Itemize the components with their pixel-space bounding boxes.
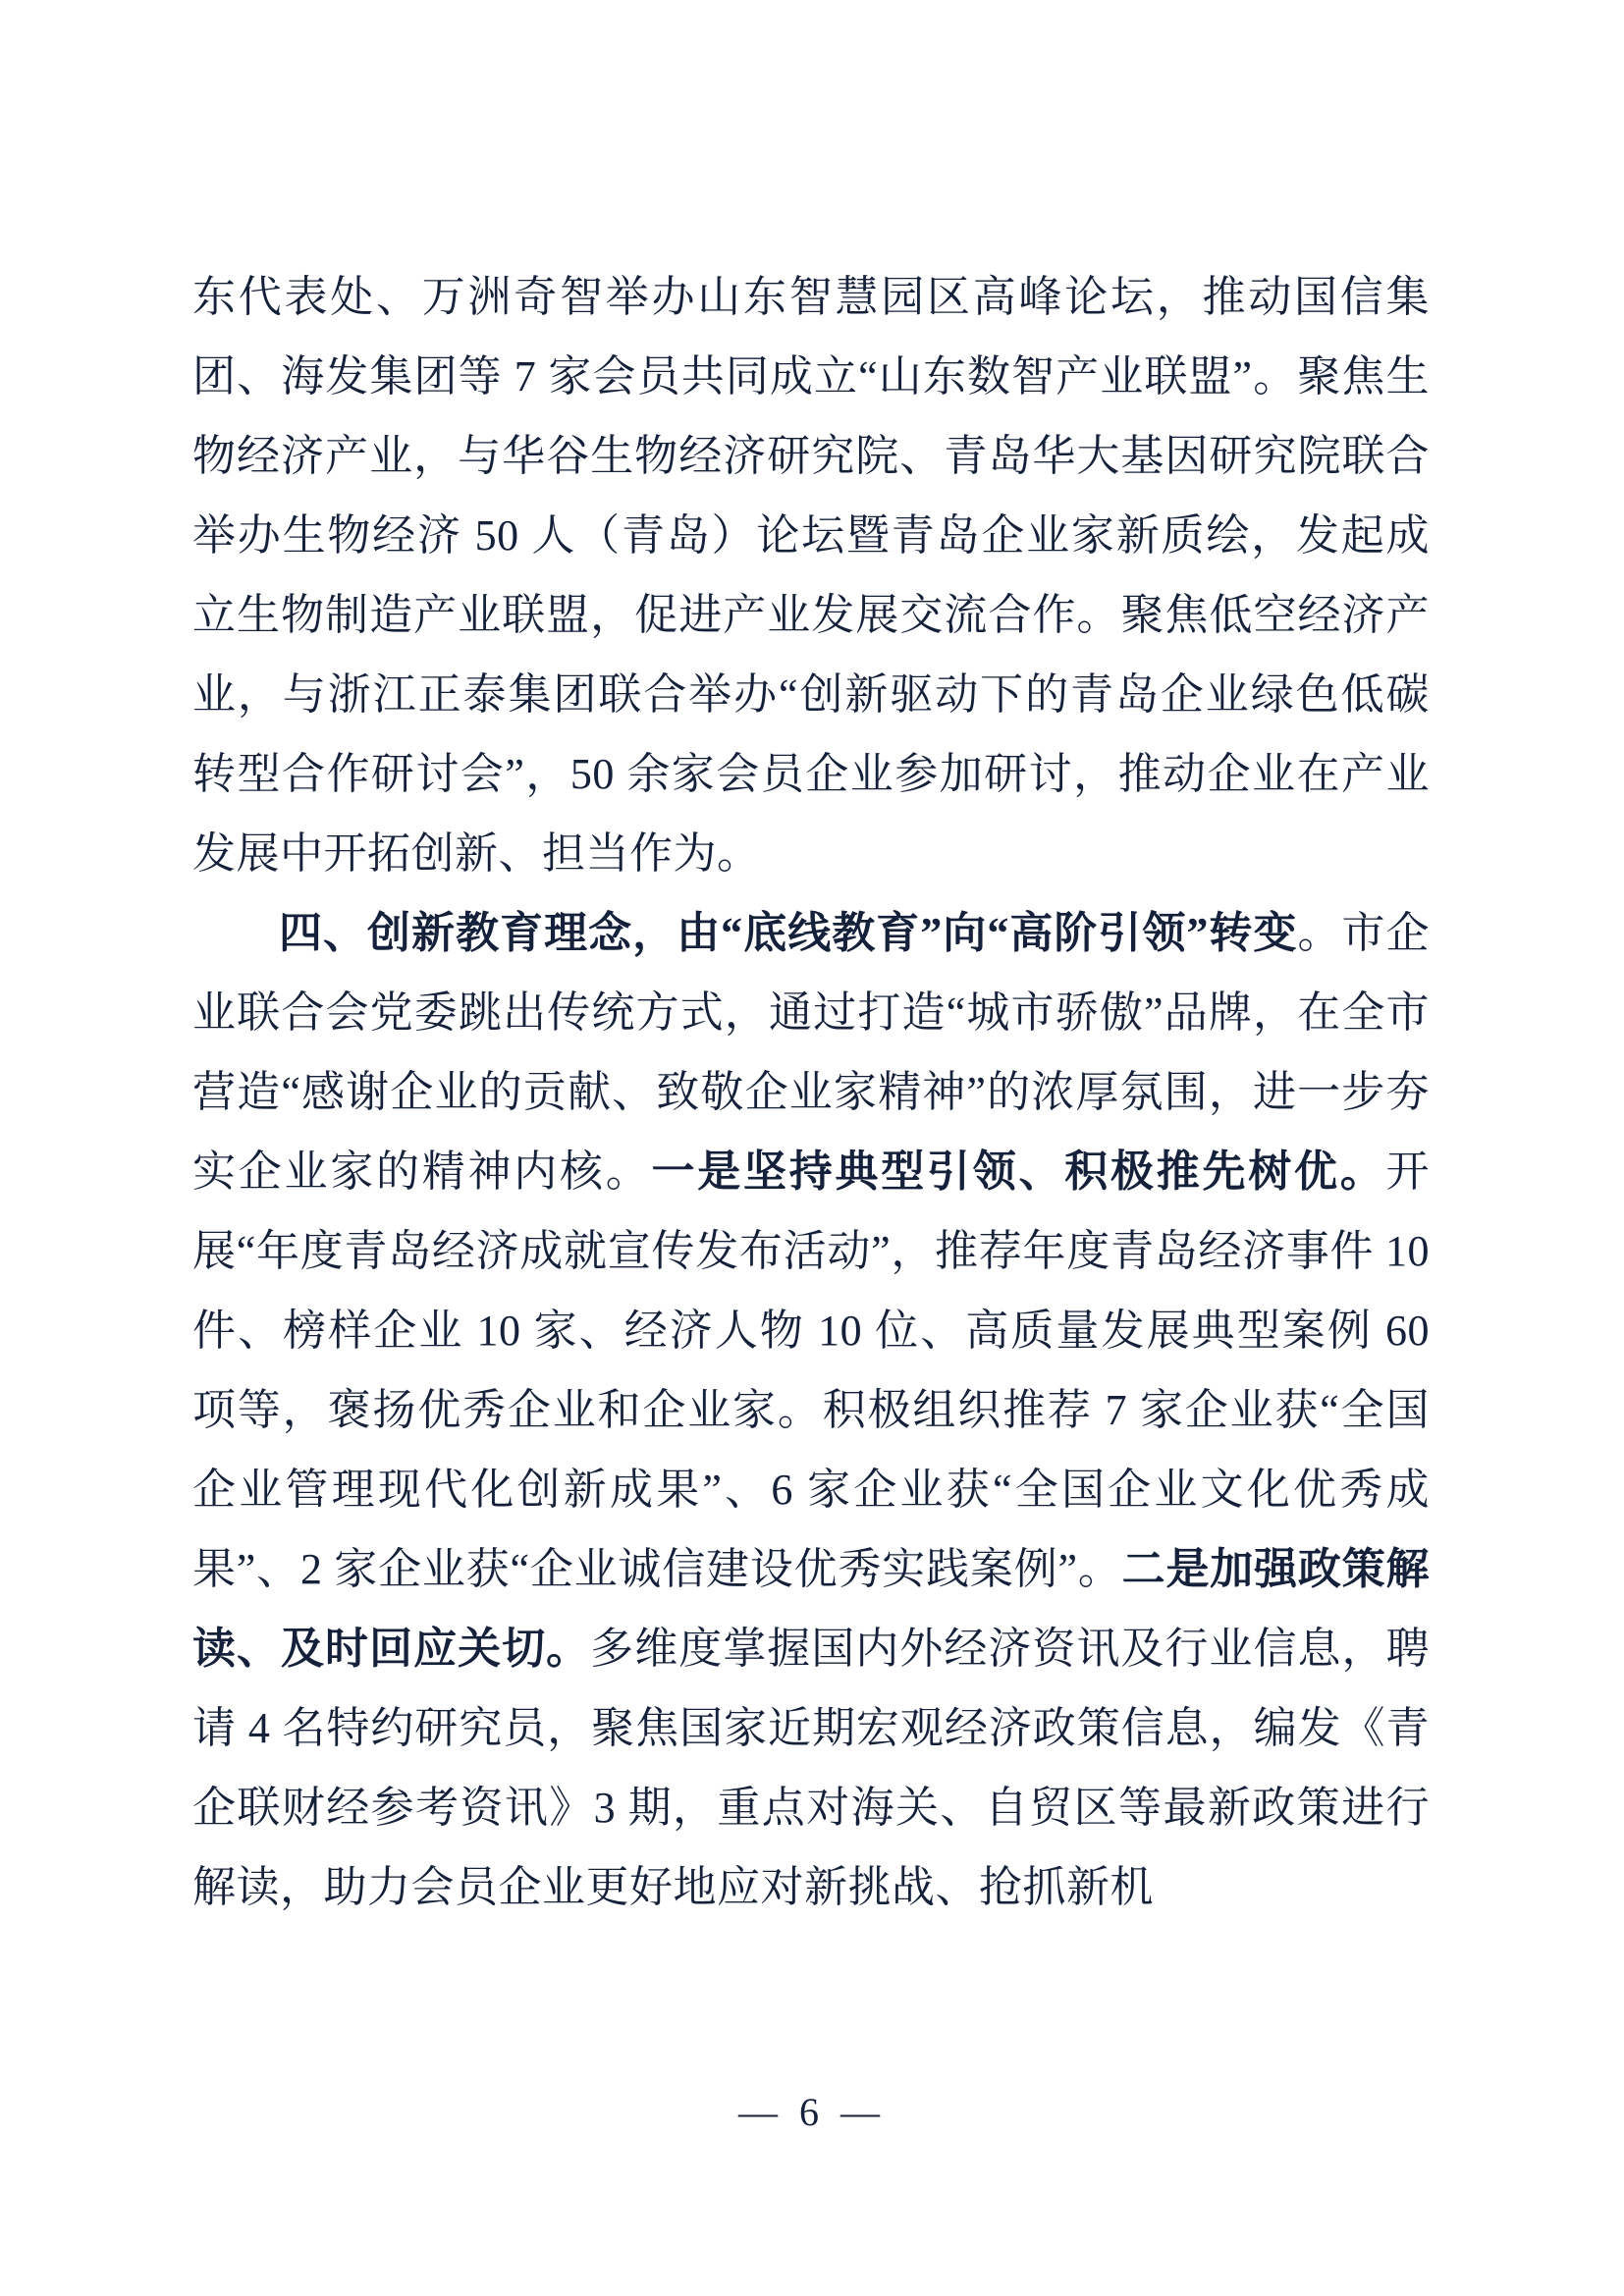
page-number: — 6 — <box>738 2090 886 2134</box>
text-run: 开展“年度青岛经济成就宣传发布活动”，推荐年度青岛经济事件 10 件、榜样企业 10 家、经济人物 10 位、高质量发展典型案例 60 项等，褒扬优秀企业和企业家。积极组织推荐 7 家企业获“全国企业管理现代化创新成果”、6 家企业获“全国企业文化优秀成果”、2 家企业获“企业诚信建设优秀实践案例”。 <box>192 1148 1430 1593</box>
text-run: 。市企业联合会党委跳出传统方式，通过打造“城市骄傲”品牌，在全市营造“感谢企业的贡献、致敬企业家精神”的浓厚氛围，进一步夯实企业家的精神内核。 <box>192 909 1431 1196</box>
emphasis-run: 四、创新教育理念，由“底线教育”向“高阶引领”转变 <box>279 909 1298 957</box>
para-section-four <box>192 893 1430 1927</box>
text-run: 东代表处、万洲奇智举办山东智慧园区高峰论坛，推动国信集团、海发集团等 7 家会员共同成立“山东数智产业联盟”。聚焦生物经济产业，与华谷生物经济研究院、青岛华大基因研究院联合举办生物经济 50 人（青岛）论坛暨青岛企业家新质绘，发起成立生物制造产业联盟，促进产业发展交流合作。聚焦低空经济产业，与浙江正泰集团联合举办“创新驱动下的青岛企业绿色低碳转型合作研讨会”，50 余家会员企业参加研讨，推动企业在产业发展中开拓创新、担当作为。 <box>192 273 1430 878</box>
emphasis-run: 一是坚持典型引领、积极推先树优。 <box>651 1148 1386 1196</box>
text-run: 多维度掌握国内外经济资讯及行业信息，聘请 4 名特约研究员，聚焦国家近期宏观经济政策信息，编发《青企联财经参考资讯》3 期，重点对海关、自贸区等最新政策进行解读，助力会员企业更好地应对新挑战、抢抓新机 <box>192 1625 1431 1911</box>
page-body <box>192 257 1430 1927</box>
emphasis-run: 二是加强政策解读、及时回应关切。 <box>192 1545 1430 1673</box>
para-continuation <box>192 257 1430 893</box>
